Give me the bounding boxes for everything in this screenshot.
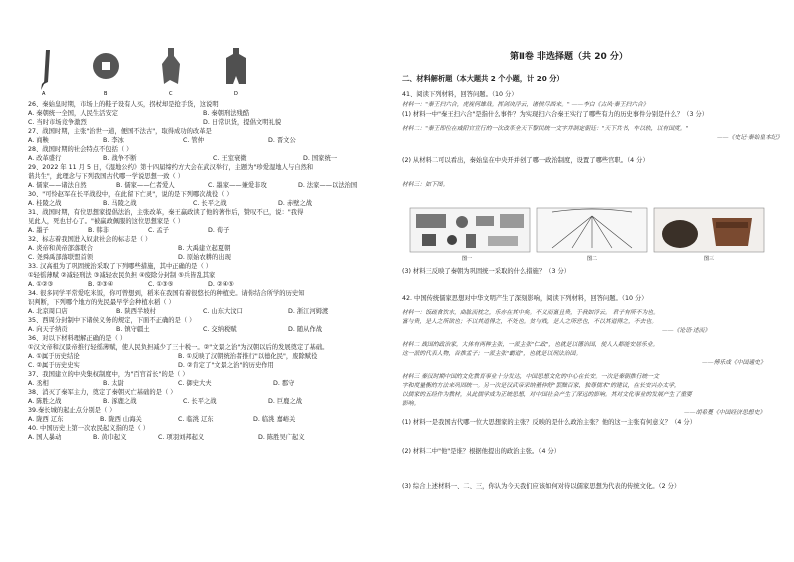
- text-line: B. 镇守疆土: [116, 326, 150, 333]
- text-line: D. 原始农耕的出现: [178, 254, 231, 261]
- material-three-figures: [402, 206, 772, 262]
- knife-coin-icon: [41, 50, 50, 90]
- text-line: D. 赤壁之战: [278, 200, 313, 207]
- text-line: D. 郡守: [273, 380, 295, 387]
- text-line: A. 陇西 辽东: [28, 416, 64, 423]
- text-line: 识判断，下列哪个地方的先民最早学会种植水稻（ ）: [28, 299, 175, 306]
- text-line: D. 国家统一: [303, 155, 338, 162]
- text-line: C. 御史大夫: [178, 380, 212, 387]
- text-line: D. 荀子: [208, 227, 230, 234]
- text-line: C. 交纳税赋: [203, 326, 237, 333]
- text-line: 材料三：如下图。: [402, 182, 449, 188]
- text-line: B. ①反映了汉朝统治者推行"以德化民"，废除赋役: [178, 353, 318, 360]
- text-line: B. 马陵之战: [103, 200, 137, 207]
- figure-caption-three: 图三: [704, 256, 715, 262]
- text-line: 28、战国时期的社会特点不包括（ ）: [28, 146, 133, 153]
- text-line: 见此人，死也甘心了。"被赢政佩服的这位思想家是（ ）: [28, 218, 185, 225]
- text-line: 谐共生"，此理念与下列我国古代哪一学说思想一致（ ）: [28, 173, 185, 180]
- text-line: A. 墨子: [28, 227, 49, 234]
- text-line: (1) 材料一中"秦王扫六合"是指什么事件？为实现扫六合秦王实行了哪些有力的历史事件分别是什么？（3 分）: [402, 111, 709, 118]
- text-line: 27、战国时期，主张"治世一道，便国不法古"，取得成功的改革是: [28, 128, 212, 135]
- text-line: ①汉文帝和汉景帝推行轻徭薄赋，使人民负担减少了三十税一。②"文景之治"为汉朝以后的发展奠定了基础。: [28, 344, 329, 351]
- text-line: 41、阅读下列材料，回答问题。（10 分）: [402, 91, 518, 98]
- text-line: 31、战国时期，有位思想家提倡法治，主张改革，秦王赢政读了他的著作后，赞叹不已，说："我得: [28, 209, 304, 216]
- text-line: C. 项羽刘邦起义: [158, 434, 205, 441]
- text-line: A. 改革盛行: [28, 155, 62, 162]
- text-line: A. 国人暴动: [28, 434, 62, 441]
- text-line: 材料三 秦汉时期中国的文化教育事业十分发达，中国思想文化的中心在长安。一次是秦朝推行统一文: [402, 374, 659, 380]
- text-line: A. 向天子纳贡: [28, 326, 68, 333]
- text-line: A. 儒家——诸法自然: [28, 182, 87, 189]
- text-line: 材料二 战国的政治家，大体有两种主张，一派主张"仁政"，也就是以德治国，使人人都能安居乐业。: [402, 342, 659, 348]
- text-line: 材料一："秦王扫六合，虎视何雄哉。挥剑决浮云，诸侯尽西来。" ——李白《古风·秦王扫六合》: [402, 102, 649, 108]
- text-line: A. 北京周口店: [28, 308, 68, 315]
- text-line: A. 炎帝和黄帝部落联合: [28, 245, 93, 252]
- text-line: A. 商鞅: [28, 137, 49, 144]
- text-line: A. 丞相: [28, 380, 49, 387]
- text-line: 34. 很多同学平常爱吃米饭，你可曾想到，稻米在我国有着很悠长的种植史。请你结合所学的历史知: [28, 290, 305, 297]
- text-line: B. 涿鹿之战: [103, 398, 137, 405]
- text-line: C. 墨家——兼爱非攻: [208, 182, 267, 189]
- text-line: 字和度量衡的方法来巩固统一。另一次是汉武帝采纳董仲舒"罢黜百家，独尊儒术"的建议，在长安兴办太学，: [402, 383, 680, 389]
- text-line: 42. 中国传统儒家思想对中华文明产生了深刻影响，阅读下列材料，回答问题。（10 分）: [402, 295, 648, 302]
- text-line: 富与贵，是人之所欲也；不以其道得之，不处也。贫与贱，是人之所恶也，不以其道得之，不去也。: [402, 319, 658, 325]
- text-line: (2) 从材料二可以看出，秦始皇在中央开并创了哪一政治制度，设置了哪些官职。（4 分）: [402, 157, 649, 164]
- text-line: B. 儒家——仁者爱人: [116, 182, 175, 189]
- text-line: 39.秦长城的起止点分别是（ ）: [28, 407, 116, 414]
- text-line: B. 大禹建立起夏朝: [178, 245, 231, 252]
- text-line: B. 太尉: [103, 380, 124, 387]
- text-line: D. 陈胜吴广起义: [258, 434, 305, 441]
- text-line: 30、"可怜赵军在长平战役中，在此留下亡灵"，说的是下列哪次战役（ ）: [28, 191, 233, 198]
- subsection-title: 二、材料解析题（本大题共 2 个小题，计 20 分）: [402, 74, 564, 83]
- text-line: 材料二："秦王即位在咸阳官宣行的一次改革全天下黎民统一文字并制定朝廷："天下共书，车以轨，以有国度。": [402, 126, 689, 132]
- text-line: D. 法家——以法治国: [298, 182, 358, 189]
- text-line: 以儒家的五经作为教材，从此儒学成为正统思想，对中国社会产生了深远的影响。其对文化事业的发展产生了重要: [402, 392, 692, 398]
- text-line: C. 王室衰微: [213, 155, 247, 162]
- text-line: 37、我国建立的中央集权制度中，为"百官首长"的是（ ）: [28, 371, 189, 378]
- text-line: D. 浙江河姆渡: [288, 308, 329, 315]
- text-line: 33. 汉高祖为了巩固统治采取了下列哪些措施，其中正确的是（ ）: [28, 263, 213, 270]
- section-title: 第Ⅱ卷 非选择题（共 20 分）: [510, 52, 628, 62]
- coin-label-a: A: [42, 91, 46, 96]
- text-line: 影响。: [402, 401, 420, 407]
- text-line: 材料一：饭疏食饮水，曲肱而枕之，乐亦在其中矣。不义而富且贵，于我如浮云。 君子有所不为也。: [402, 310, 659, 316]
- spade-coin-icon: [226, 48, 246, 84]
- text-line: A. 陈胜之战: [28, 398, 62, 405]
- text-line: C. 孟子: [148, 227, 169, 234]
- text-line: A. 桂陵之战: [28, 200, 62, 207]
- text-line: ①轻徭薄赋 ②减轻刑法 ③减轻农民负担 ④废除分封制 ⑤兵皆乱其家: [28, 272, 216, 279]
- text-line: A. ①②③: [28, 281, 54, 288]
- text-line: ——《史记·秦始皇本纪》: [717, 135, 783, 141]
- text-line: B. ②③④: [88, 281, 114, 288]
- text-line: 38、消灭了秦军主力，奠定了秦朝灭亡基础的是（ ）: [28, 389, 177, 396]
- text-line: B. 李冰: [103, 137, 124, 144]
- text-line: (3) 综合上述材料一、二、三，你认为今天我们应该如何对待以儒家思想为代表的传统文化。（2 分）: [402, 483, 681, 490]
- figure-three-illustration: [654, 208, 764, 252]
- text-line: (2) 材料二中"他"是谁？根据他提出的政治主张。（4 分）: [402, 448, 561, 455]
- text-line: A. 秦朝统一全国，人民生活安定: [28, 110, 119, 117]
- text-line: C. 长平之战: [193, 200, 227, 207]
- text-line: D. 临洮 嘉峪关: [253, 416, 296, 423]
- text-line: ——傅乐成《中国通史》: [702, 360, 766, 366]
- text-line: B. 陇西 山海关: [100, 416, 142, 423]
- text-line: 40. 中国历史上第一次农民起义指的是（ ）: [28, 425, 150, 432]
- text-line: 26、秦始皇时期，市场上的鞋子设有人买，拐杖却是抢手货，这说明: [28, 101, 219, 108]
- text-line: B. 黄巾起义: [93, 434, 127, 441]
- text-line: ——胡希蔓《中国经济思想史》: [684, 410, 766, 416]
- coin-label-d: D: [234, 91, 238, 96]
- text-line: 29、2022 年 11 月 5 日，《湿地公约》第十四届缔约方大会在武汉举行，主题为"珍爱湿地人与自然和: [28, 164, 314, 171]
- round-coin-icon: [93, 53, 119, 79]
- text-line: B. 陕西半坡村: [116, 308, 156, 315]
- text-line: D. 巨鹿之战: [268, 398, 303, 405]
- figure-one-illustration: [410, 208, 530, 252]
- ancient-coins-figure: [28, 44, 328, 96]
- text-line: D. ②④⑤: [208, 281, 234, 288]
- text-line: B. 战争不断: [103, 155, 137, 162]
- text-line: 36、对以下材料理解正确的是（ ）: [28, 335, 127, 342]
- text-line: 32、标志着我国进入奴隶社会的标志是（ ）: [28, 236, 152, 243]
- text-line: B. 秦朝刑法残酷: [203, 110, 250, 117]
- text-line: B. 韩非: [88, 227, 109, 234]
- figure-caption-one: 图一: [462, 256, 473, 262]
- text-line: (3) 材料三反映了秦朝为巩固统一采取的什么措施？（3 分）: [402, 268, 571, 275]
- text-line: C. 临洮 辽东: [178, 416, 214, 423]
- text-line: C. ②属于历史史实: [28, 362, 80, 369]
- spade-coin-icon: [162, 48, 180, 84]
- text-line: D. 日常识货，提倡文明礼貌: [203, 119, 282, 126]
- text-line: C. 当时市场竞争激烈: [28, 119, 87, 126]
- text-line: A. ①属于历史结论: [28, 353, 80, 360]
- figure-two-illustration: [537, 208, 647, 252]
- text-line: 35、西周分封制中下诸侯义务的规定，下面不正确的是（ ）: [28, 317, 196, 324]
- text-line: C. 管仲: [183, 137, 204, 144]
- text-line: C. ①③⑤: [148, 281, 174, 288]
- text-line: ——《论语·述而》: [662, 328, 711, 334]
- figure-caption-two: 图二: [587, 256, 598, 262]
- coin-label-b: B: [104, 91, 108, 96]
- text-line: D. 晋文公: [268, 137, 296, 144]
- text-line: C. 山东大汶口: [203, 308, 243, 315]
- text-line: 这一派的代表人物，首推孟子；一派主张"霸道"，也就是以刑法治国。: [402, 351, 582, 357]
- text-line: C. 长平之战: [183, 398, 217, 405]
- coin-label-c: C: [169, 91, 173, 96]
- text-line: D. 随从作战: [288, 326, 323, 333]
- text-line: D. ②肯定了"文景之治"的历史作用: [178, 362, 274, 369]
- text-line: (1) 材料一是我国古代哪一位大思想家的主张？反映的是什么政治主张？他的这一主张有何意义？（4 分）: [402, 419, 696, 426]
- text-line: C. 尧舜禹部落联盟首领: [28, 254, 94, 261]
